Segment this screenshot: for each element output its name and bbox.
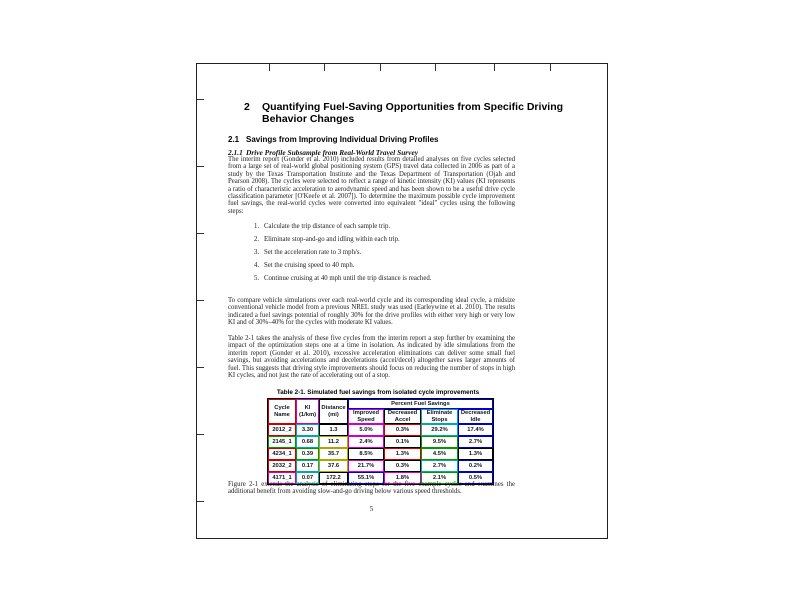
cell-decreased-idle: 0.2% xyxy=(458,460,493,472)
cell-eliminate-stops: 2.1% xyxy=(421,472,458,484)
cell-ki: 0.07 xyxy=(296,472,319,484)
list-item-text: Continue cruising at 40 mph until the trip distance is reached. xyxy=(264,275,432,282)
column-header: Eliminate Stops xyxy=(421,409,458,424)
cell-ki: 0.68 xyxy=(296,436,319,448)
cell-eliminate-stops: 9.5% xyxy=(421,436,458,448)
table-row xyxy=(268,436,493,448)
cell-improved-speed: 2.4% xyxy=(348,436,384,448)
list-item-text: Set the cruising speed to 40 mph. xyxy=(264,262,355,269)
list-item-number: 1. xyxy=(254,223,260,230)
cell-distance: 172.2 xyxy=(319,472,348,484)
ruler-tick-icon xyxy=(197,434,204,435)
cell-decreased-accel: 1.8% xyxy=(384,472,421,484)
fuel-savings-table xyxy=(267,398,494,485)
ruler-tick-icon xyxy=(197,233,204,234)
cell-ki: 0.39 xyxy=(296,448,319,460)
cell-decreased-idle: 0.5% xyxy=(458,472,493,484)
cell-cycle-name: 2032_2 xyxy=(268,460,296,472)
cell-decreased-idle: 1.3% xyxy=(458,448,493,460)
table-header-row xyxy=(268,399,493,409)
cell-ki: 3.30 xyxy=(296,424,319,436)
closing-paragraph: Figure 2-1 extends the analysis of eliminating stops for the five example cycles and examines the additional benefit from avoiding slow-and-go driving below various speed thresholds. xyxy=(228,481,515,496)
column-header: Decreased Accel xyxy=(384,409,421,424)
ruler-tick-icon xyxy=(197,166,204,167)
cell-cycle-name: 4234_1 xyxy=(268,448,296,460)
subsection-number: 2.1.1 xyxy=(228,148,243,157)
cell-decreased-accel: 0.3% xyxy=(384,424,421,436)
cell-cycle-name: 4171_1 xyxy=(268,472,296,484)
list-item xyxy=(254,275,514,282)
cell-improved-speed: 8.5% xyxy=(348,448,384,460)
column-header: Improved Speed xyxy=(348,409,384,424)
column-header: KI (1/km) xyxy=(296,399,319,424)
list-item-number: 2. xyxy=(254,236,260,243)
list-item-number: 5. xyxy=(254,275,260,282)
section-heading xyxy=(228,135,558,144)
cell-eliminate-stops: 2.7% xyxy=(421,460,458,472)
column-header: Distance (mi) xyxy=(319,399,348,424)
chapter-number: 2 xyxy=(244,101,250,113)
document-page xyxy=(196,63,608,539)
ruler-tick-icon xyxy=(324,64,325,71)
cell-eliminate-stops: 4.5% xyxy=(421,448,458,460)
ruler-tick-icon xyxy=(197,300,204,301)
cell-eliminate-stops: 29.2% xyxy=(421,424,458,436)
list-item xyxy=(254,249,514,256)
subsection-title: Drive Profile Subsample from Real-World Travel Survey xyxy=(246,148,419,157)
ideal-cycle-steps-list xyxy=(254,223,514,288)
section-number: 2.1 xyxy=(228,135,240,144)
ruler-tick-icon xyxy=(380,64,381,71)
list-item xyxy=(254,262,514,269)
page-number: 5 xyxy=(369,506,374,513)
table-row xyxy=(268,448,493,460)
chapter-title: Quantifying Fuel-Saving Opportunities from Specific Driving Behavior Changes xyxy=(262,101,564,125)
cell-improved-speed: 55.1% xyxy=(348,472,384,484)
ruler-tick-icon xyxy=(269,64,270,71)
cell-cycle-name: 2145_1 xyxy=(268,436,296,448)
list-item-text: Set the acceleration rate to 3 mph/s. xyxy=(264,249,362,256)
table-row xyxy=(268,424,493,436)
cell-decreased-idle: 17.4% xyxy=(458,424,493,436)
list-item-number: 3. xyxy=(254,249,260,256)
cell-decreased-accel: 0.1% xyxy=(384,436,421,448)
cell-cycle-name: 2012_2 xyxy=(268,424,296,436)
list-item-text: Calculate the trip distance of each sample trip. xyxy=(264,223,391,230)
cell-distance: 11.2 xyxy=(319,436,348,448)
list-item-text: Eliminate stop-and-go and idling within each trip. xyxy=(264,236,400,243)
list-item xyxy=(254,236,514,243)
group-header: Percent Fuel Savings xyxy=(348,399,493,409)
list-item xyxy=(254,223,514,230)
comparison-paragraph: To compare vehicle simulations over each real-world cycle and its corresponding ideal cycle, a midsize conventional vehicle model from a previous NREL study was used (Earleywine et al. 2010). The results indicated a fuel savings potential of roughly 30% for the drive profiles with either very high or very low KI and of 30%–40% for the cycles with moderate KI values. xyxy=(228,297,515,327)
ruler-tick-icon xyxy=(494,64,495,71)
ruler-tick-icon xyxy=(550,64,551,71)
cell-distance: 35.7 xyxy=(319,448,348,460)
cell-decreased-idle: 2.7% xyxy=(458,436,493,448)
table-row xyxy=(268,460,493,472)
cell-improved-speed: 5.0% xyxy=(348,424,384,436)
ruler-tick-icon xyxy=(435,64,436,71)
chapter-heading xyxy=(244,102,604,125)
cell-distance: 37.6 xyxy=(319,460,348,472)
ruler-tick-icon xyxy=(197,367,204,368)
analysis-paragraph: Table 2-1 takes the analysis of these five cycles from the interim report a step further by examining the impact of the optimization steps one at a time in isolation. As indicated by idle simulations from the interim report (Gonder et al. 2010), excessive acceleration eliminations can deliver some small fuel savings, but avoiding accelerations and decelerations (accel/decel) altogether saves larger amounts of fuel. This suggests that driving style improvements should focus on reducing the number of stops in high KI cycles, and not just the rate of accelerating out of a stop. xyxy=(228,335,515,380)
ruler-tick-icon xyxy=(197,99,204,100)
column-header: Decreased Idle xyxy=(458,409,493,424)
list-item-number: 4. xyxy=(254,262,260,269)
cell-decreased-accel: 0.3% xyxy=(384,460,421,472)
cell-decreased-accel: 1.3% xyxy=(384,448,421,460)
table-caption: Table 2-1. Simulated fuel savings from isolated cycle improvements xyxy=(276,389,480,396)
section-title: Savings from Improving Individual Driving Profiles xyxy=(246,135,439,144)
ruler-tick-icon xyxy=(197,501,204,502)
cell-distance: 1.3 xyxy=(319,424,348,436)
column-header: Cycle Name xyxy=(268,399,296,424)
intro-paragraph: The interim report (Gonder et al. 2010) included results from detailed analyses on five cycles selected from a large set of real-world global positioning system (GPS) travel data collected in 2006 as part of a study by the Texas Transportation Institute and the Texas Department of Transportation (Ojah and Pearson 2008). The cycles were selected to reflect a range of kinetic intensity (KI) values (KI represents a ratio of characteristic acceleration to aerodynamic speed and has been shown to be a useful drive cycle classification parameter [O'Keefe et al. 2007]). To determine the maximum possible cycle improvement fuel savings, the real-world cycles were converted into equivalent "ideal" cycles using the following steps: xyxy=(228,156,515,215)
cell-ki: 0.17 xyxy=(296,460,319,472)
cell-improved-speed: 21.7% xyxy=(348,460,384,472)
